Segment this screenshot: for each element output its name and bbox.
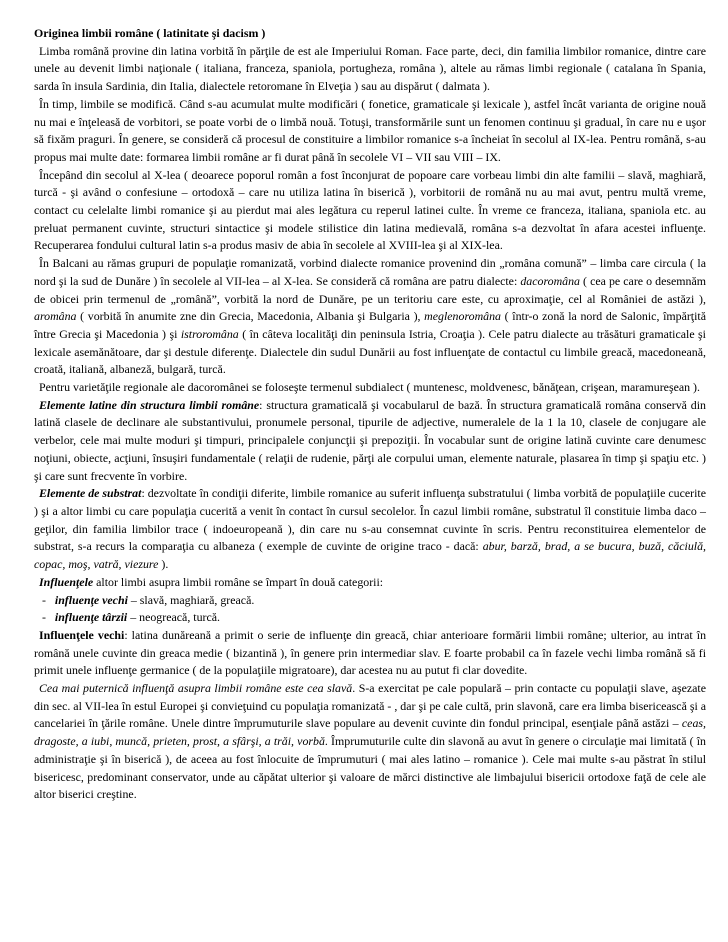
- dialect-meglenoromana: meglenoromâna: [424, 309, 501, 324]
- heading-substrate: Elemente de substrat: [39, 486, 142, 501]
- substrate-text: : dezvoltate în condiţii diferite, limbile romanice au suferit influenţa substratului ( limba vorbită de populaţiile cucerite ) şi a altor limbi cu care populaţia cucerită a venit în contact în cursul secolelor. În cazul limbii române, substratul îl constituie limba daco – geţilor, din familia limbilor trace ( indoeuropeană ), din care nu s-au consemnat cuvinte în scris. Pentru reconstituirea elementelor de substrat, s-a recurs la comparaţia cu albaneza ( exemple de cuvinte de origine traco - dacă:: [34, 486, 706, 554]
- dialects-text-e: ( în câteva localităţi din peninsula Istria, Croaţia ). Cele patru dialecte au trăsături gramaticale şi lexicale asemănătoare, dar şi destule diferenţe. Dialectele din sudul Dunării au fost influenţate de contactul cu limbile greacă, macedoneană, croată, italiană, albaneză, bulgară, turcă.: [34, 326, 706, 377]
- list-item: [34, 592, 706, 610]
- paragraph-language-change: În timp, limbile se modifică. Când s-au acumulat multe modificări ( fonetice, gramaticale şi lexicale ), astfel încât varianta de origine nouă nu mai e înţeleasă de vorbitori, se poate vorbi de o limbă nouă. Totuşi, transformările sunt un fenomen continuu şi gradual, în care nu e uşor să fixăm praguri. În genere, se consideră că procesul de constituire a limbilor romanice s-a încheiat în secolul al IX-lea. Pentru română, s-au propus mai multe date: formarea limbii române ar fi durat până în secolele VI – VII sau VIII – IX.: [34, 96, 706, 164]
- paragraph-latin-origin: Limba română provine din latina vorbită în părţile de est ale Imperiului Roman. Face parte, deci, din familia limbilor romanice, dintre care unele au devenit limbi naţionale ( italiana, franceza, spaniola, portugheza, româna ), altele au rămas limbi regionale ( catalana în Spania, sarda în insula Sardinia, din Italia, dialectele retoromane în Elveţia ) sau au dispărut ( dalmata ).: [34, 43, 706, 94]
- list-item: [34, 609, 706, 627]
- slavic-influence-end: . Împrumuturile culte din slavonă au avut în genere o circulaţie mai limitată ( în administraţie şi în biserică ), de aceea au fost înlocuite de împrumuturi ( mai ales latino – romanice ). Cele mai multe s-au păstrat în stilul bisericesc, predominant conservator, unde au căpătat ulterior şi valoare de mărci distinctive ale limbajului bisericii ortodoxe faţă de cele ale altor biserici creştine.: [34, 734, 706, 802]
- dialects-text-b: ( cea pe care o desemnăm de obicei prin termenul de „română”, vorbită la nord de Dunăre, pe un teritoriu care este, cu aproximaţie, cel al României de astăzi ),: [34, 273, 706, 306]
- document-title: Originea limbii române ( latinitate şi dacism ): [34, 26, 266, 40]
- dialects-text-a: În Balcani au rămas grupuri de populaţie romanizată, vorbind dialecte romanice provenind din „româna comună” – limba care circula ( la nord şi la sud de Dunăre ) în secolele al VII-lea – al X-lea. Se consideră că româna are patru dialecte:: [34, 256, 706, 288]
- heading-influences: Influenţele: [39, 574, 94, 589]
- influences-text: altor limbi asupra limbii române se împart în două categorii:: [93, 574, 384, 589]
- paragraph-latin-elements: [34, 397, 706, 486]
- heading-old-influences: Influenţele vechi: [39, 627, 125, 642]
- substrate-examples: abur, barză, brad, a se bucura, buză, căciulă, copac, moş, vatră, viezure: [34, 539, 706, 572]
- heading-latin-elements: Elemente latine din structura limbii române: [39, 397, 260, 412]
- dialects-text-c: ( vorbită în anumite zne din Grecia, Macedonia, Albania şi Bulgaria ),: [76, 309, 425, 324]
- paragraph-influences: [34, 574, 706, 592]
- list-item-label: influenţe târzii: [54, 610, 128, 625]
- list-bullet: -: [42, 610, 46, 625]
- paragraph-substrate: [34, 485, 706, 574]
- paragraph-subdialects: Pentru varietăţile regionale ale dacoromânei se foloseşte termenul subdialect ( muntenesc, moldvenesc, bănăţean, crişean, maramureşean ).: [39, 380, 700, 395]
- list-item-text: – neogreacă, turcă.: [127, 610, 221, 625]
- list-item-label: influenţe vechi: [54, 592, 128, 607]
- paragraph-old-influences: [34, 627, 706, 680]
- dialect-istroromana: istroromâna: [180, 326, 239, 341]
- old-influences-text: : latina dunăreană a primit o serie de influenţe din greacă, chiar anterioare formării limbii române; ulterior, au intrat în română unele cuvinte din greaca medie ( bizantină ), în genere prin intermediar slav. E foarte probabil ca în fazele vechi limba română să fi primit unele influenţe germanice ( de la populaţiile migratoare), dar acestea nu au putut fi clar dovedite.: [34, 627, 707, 678]
- dialects-text-d: ( într-o zonă la nord de Salonic, împărţită între Grecia şi Macedonia ) şi: [34, 309, 706, 341]
- list-item-text: – slavă, maghiară, greacă.: [127, 592, 255, 607]
- slavic-influence-lead: Cea mai puternică influenţă asupra limbii române este cea slavă: [39, 681, 353, 696]
- paragraph-isolation: Începând din secolul al X-lea ( deoarece poporul român a fost înconjurat de popoare care vorbeau limbi din alte familii – slavă, maghiară, turcă - şi având o confesiune – ortodoxă – care nu utiliza latina în biserică ), vorbitorii de română nu au mai avut, pentru multă vreme, contact cu celelalte limbi romanice şi au pierdut mai ales legătura cu reperul latinei culte. În vreme ce franceza, italiana, spaniola etc. au preluat permanent cuvinte, structuri sintactice şi modele stilistice din latina medievală, româna s-a dezvoltat în afara acestei influenţe. Recuperarea fondului cultural latin s-a produs masiv de abia în secolele al XVIII-lea şi al XIX-lea.: [34, 167, 706, 253]
- slavic-examples: ceas, dragoste, a iubi, muncă, prieten, prost, a sfârşi, a trăi, vorbă: [34, 716, 706, 749]
- paragraph-dialects: [34, 255, 706, 379]
- paragraph-slavic-influence: [34, 680, 706, 804]
- slavic-influence-text: . S-a exercitat pe cale populară – prin contacte cu populaţii slave, aşezate din sec. al VII-lea în estul Europei şi convieţuind cu populaţia romanizată - , dar şi pe cale cultă, prin slavonă, care era limba bisericească şi a cancelariei în ţările române. Unele dintre împrumuturile slave populare au devenit cuvinte din fondul principal, esenţiale până astăzi –: [34, 681, 707, 731]
- substrate-text-end: ).: [158, 557, 169, 572]
- dialect-aromana: aromâna: [34, 309, 77, 324]
- influences-list: [34, 592, 706, 627]
- list-bullet: -: [42, 592, 46, 607]
- latin-elements-text: : structura gramaticală şi vocabularul de bază. În structura gramaticală româna conservă din latină clasele de declinare ale substantivului, pronumele personal, tipurile de adjective, numeralele de la 1 la 10, clasele de conjugare ale verbelor, cele mai multe moduri şi timpuri, principalele conjuncţii şi prepoziţii. În vocabular sunt de origine latină cuvinte care denumesc noţiuni, obiecte, acţiuni, însuşiri fundamentale ( relaţii de rudenie, părţi ale corpului uman, elemente naturale, plasarea în timp şi spaţiu etc. ) şi care sunt frecvente în vorbire.: [34, 397, 706, 483]
- dialect-dacoromana: dacoromâna: [520, 273, 580, 288]
